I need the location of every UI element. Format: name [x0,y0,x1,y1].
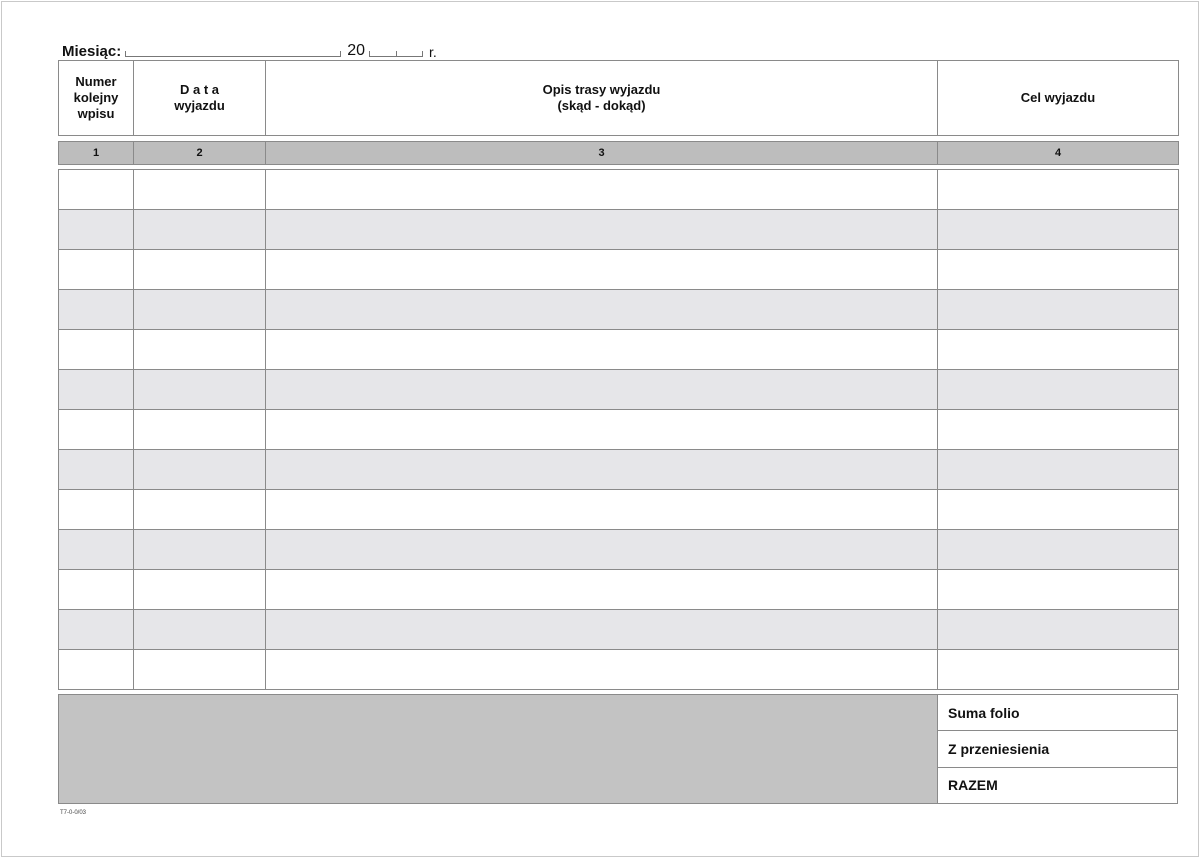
totals-box [938,695,1177,803]
header-trip-purpose [938,61,1179,136]
entry-cell[interactable] [59,490,134,530]
entry-cell[interactable] [134,290,266,330]
entry-cell[interactable] [266,330,938,370]
entry-cell[interactable] [938,650,1179,690]
entry-cell[interactable] [134,330,266,370]
entry-cell[interactable] [134,650,266,690]
entry-cell[interactable] [134,250,266,290]
year-suffix: r. [429,44,437,60]
column-number-row [58,141,1179,165]
column-number: 1 [59,142,134,165]
table-row [59,530,1179,570]
entry-cell[interactable] [266,370,938,410]
year-prefix: 20 [347,42,365,59]
entry-cell[interactable] [59,210,134,250]
entry-cell[interactable] [938,210,1179,250]
header-text: kolejny [73,90,119,105]
entry-cell[interactable] [59,450,134,490]
entry-cell[interactable] [266,530,938,570]
header-text: Cel wyjazdu [1020,90,1096,105]
entry-cell[interactable] [266,170,938,210]
form-code: T7-0-0/03 [60,810,87,816]
header-text: Numer [75,74,117,89]
column-number: 2 [134,142,266,165]
entry-cell[interactable] [938,570,1179,610]
entry-cell[interactable] [266,610,938,650]
header-text: wyjazdu [174,98,225,113]
table-row [59,570,1179,610]
table-row [59,170,1179,210]
entry-cell[interactable] [59,250,134,290]
entry-cell[interactable] [938,290,1179,330]
entry-cell[interactable] [134,610,266,650]
entry-cell[interactable] [266,570,938,610]
entry-cell[interactable] [59,410,134,450]
entry-cell[interactable] [266,450,938,490]
totals-section [58,694,1178,804]
table-row [59,250,1179,290]
entry-cell[interactable] [938,330,1179,370]
entry-cell[interactable] [266,210,938,250]
table-row [59,330,1179,370]
entry-cell[interactable] [266,650,938,690]
month-year-line [62,38,437,60]
header-departure-date [134,61,266,136]
carried-over-row[interactable]: Z przeniesienia [938,731,1177,767]
header-text: Opis trasy wyjazdu [542,82,661,97]
entry-cell[interactable] [266,290,938,330]
total-row[interactable]: RAZEM [948,777,998,794]
header-text: D a t a [179,82,219,97]
entry-rows-table [58,169,1179,690]
column-number: 3 [266,142,938,165]
table-row [59,410,1179,450]
entry-cell[interactable] [59,650,134,690]
month-field[interactable] [125,42,341,57]
entry-cell[interactable] [59,370,134,410]
entry-cell[interactable] [938,410,1179,450]
year-field[interactable] [369,42,423,57]
entry-cell[interactable] [134,370,266,410]
entry-cell[interactable] [134,210,266,250]
sum-folio-row[interactable]: Suma folio [938,695,1177,731]
entry-cell[interactable] [938,490,1179,530]
table-row [59,490,1179,530]
table-row [59,370,1179,410]
entry-cell[interactable] [59,530,134,570]
entry-cell[interactable] [266,410,938,450]
header-text: (skąd - dokąd) [557,98,646,113]
table-row [59,290,1179,330]
header-entry-number [59,61,134,136]
entry-cell[interactable] [134,570,266,610]
entry-cell[interactable] [938,530,1179,570]
entry-cell[interactable] [59,610,134,650]
entry-cell[interactable] [134,170,266,210]
entry-cell[interactable] [938,370,1179,410]
shaded-area [59,695,938,803]
entry-cell[interactable] [938,170,1179,210]
entry-cell[interactable] [266,490,938,530]
entry-cell[interactable] [59,330,134,370]
entry-cell[interactable] [938,610,1179,650]
entry-cell[interactable] [134,490,266,530]
entry-cell[interactable] [134,450,266,490]
entry-cell[interactable] [59,570,134,610]
entry-cell[interactable] [938,450,1179,490]
table-row [59,610,1179,650]
entry-cell[interactable] [938,250,1179,290]
entry-cell[interactable] [134,410,266,450]
column-header-table [58,60,1179,136]
header-route-description [266,61,938,136]
table-row [59,210,1179,250]
entry-cell[interactable] [134,530,266,570]
table-row [59,650,1179,690]
table-row [59,450,1179,490]
month-label: Miesiąc: [62,43,122,60]
entry-cell[interactable] [59,290,134,330]
column-number: 4 [938,142,1179,165]
entry-cell[interactable] [59,170,134,210]
header-text: wpisu [77,106,115,121]
entry-cell[interactable] [266,250,938,290]
